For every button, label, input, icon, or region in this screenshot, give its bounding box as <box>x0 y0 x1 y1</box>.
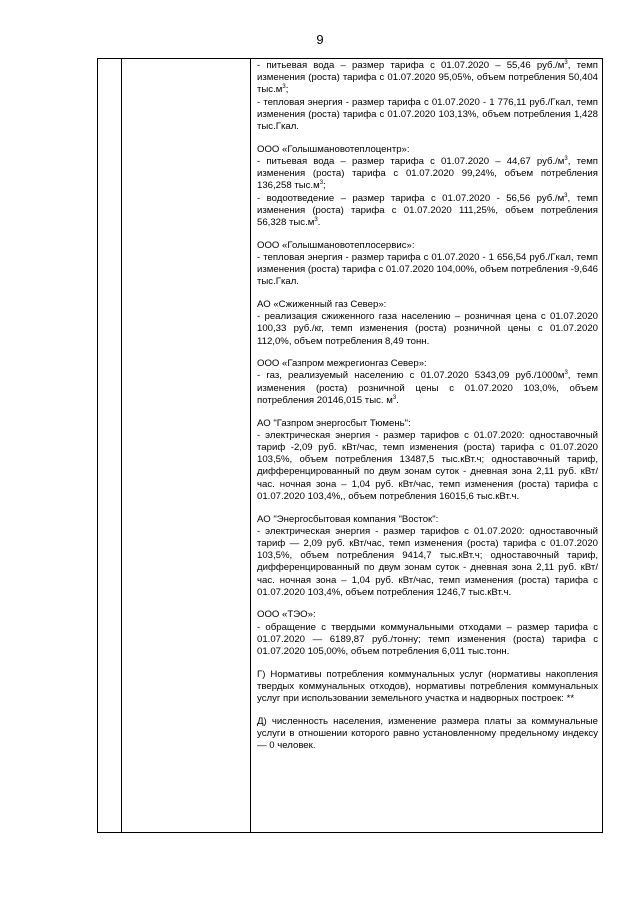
document-table <box>97 58 603 833</box>
tariff-line: - электрическая энергия - размер тарифов с 01.07.2020: одноставочный тариф — 2,09 руб. кВт/час, темп изменения (роста) тарифа с 01.07.2020 103,5%, объем потребления 9414,7 тыс.кВт.ч; одноставочный тариф, дифференцированный по двум зонам суток - дневная зона 2,11 руб. кВт/час. ночная зона – 1,04 руб. кВт/час, темп изменения (роста) тарифа с 01.07.2020 103,4%, объем потребления 1246,7 тыс.кВт.ч. <box>257 525 598 598</box>
organization-name: АО «Сжиженный газ Север»: <box>257 298 387 310</box>
organization-name: ООО «Голышмановотеплосервис»: <box>257 239 415 251</box>
tariff-line: - газ, реализуемый населению с 01.07.2020 5343,09 $руб./1000м^3$, темп изменения (роста) розничной цены с 01.07.2020 103,0%, объем потребления 20146,015 тыс. $м^3$. <box>257 370 599 406</box>
tariff-line: - обращение с твердыми коммунальными отходами – размер тарифа с 01.07.2020 — 6189,87 руб./тонну; темп изменения (роста) тарифа с 01.07.2020 105,00%, объем потребления 6,011 тыс.тонн. <box>257 621 598 658</box>
tariff-block <box>257 240 598 289</box>
table-cell-number <box>98 59 122 833</box>
tariff-line: Г) Нормативы потребления коммунальных услуг (нормативы накопления твердых коммунальных отходов), нормативы потребления коммунальных услуг при использовании земельного участка и надворных построек: ** <box>257 668 598 705</box>
tariff-line: Д) численность населения, изменение размера платы за коммунальные услуги в отношении которого равно установленному предельному индексу — 0 человек. <box>257 715 598 752</box>
tariff-block <box>257 358 598 407</box>
tariff-block <box>257 716 598 753</box>
tariff-line: - питьевая вода – размер тарифа с 01.07.2020 – 44,67 $руб./м^3$, темп изменения (роста) тарифа с 01.07.2020 99,24%, объем потребления 136,258 $тыс.м^3$; <box>257 155 598 192</box>
tariff-block <box>257 418 598 503</box>
organization-name: АО "Энергосбытовая компания "Восток": <box>257 513 439 525</box>
tariff-block <box>257 609 598 658</box>
tariff-line: - электрическая энергия - размер тарифов с 01.07.2020: одноставочный тариф -2,09 руб. кВт/час, темп изменения (роста) тарифа с 01.07.2020 103,5%, объем потребления 13487,5 тыс.кВт.ч; одноставочный тариф, дифференцированный по двум зонам суток - дневная зона 2,11 руб. кВт/час. ночная зона – 1,04 руб. кВт/час, темп изменения (роста) тарифа с 01.07.2020 103,4%,, объем потребления 16015,6 тыс.кВт.ч. <box>257 429 598 502</box>
organization-name: ООО «Голышмановотеплоцентр»: <box>257 143 410 155</box>
organization-name: ООО «Газпром межрегионгаз Север»: <box>257 358 427 370</box>
tariff-line: - реализация сжиженного газа населению – розничная цена с 01.07.2020 100,33 руб./кг, темп изменения (роста) розничной цены с 01.07.2020 112,0%, объем потребления 8,49 тонн. <box>257 311 598 347</box>
table-cell-content <box>251 59 603 833</box>
tariff-line: - тепловая энергия - размер тарифа с 01.07.2020 - 1 656,54 руб./Гкал, темп изменения (роста) тарифа с 01.07.2020 104,00%, объем потребления -9,646 тыс.Гкал. <box>257 251 598 288</box>
tariff-block <box>257 669 598 706</box>
page-number: 9 <box>316 32 324 47</box>
organization-name: АО "Газпром энергосбыт Тюмень": <box>257 417 411 429</box>
tariff-line: - питьевая вода – размер тарифа с 01.07.2020 – 55,46 $руб./м^3$, темп изменения (роста) тарифа с 01.07.2020 95,05%, объем потребления 50,404 $тыс.м^3$; <box>257 60 598 96</box>
organization-name: ООО «ТЭО»: <box>257 609 316 621</box>
tariff-block <box>257 144 598 229</box>
tariff-line: - тепловая энергия - размер тарифа с 01.07.2020 - 1 776,11 руб./Гкал, темп изменения (роста) тарифа с 01.07.2020 103,13%, объем потребления 1,428 тыс.Гкал. <box>257 96 598 133</box>
tariff-block <box>257 60 598 133</box>
tariff-block <box>257 514 598 599</box>
table-row <box>98 59 603 833</box>
tariff-content <box>257 60 598 752</box>
tariff-line: - водоотведение – размер тарифа с 01.07.2020 - 56,56 $руб./м^3$, темп изменения (роста) тарифа с 01.07.2020 111,25%, объем потребления 56,328 $тыс.м^3$. <box>257 192 599 228</box>
tariff-block <box>257 299 598 348</box>
table-cell-name <box>122 59 251 833</box>
